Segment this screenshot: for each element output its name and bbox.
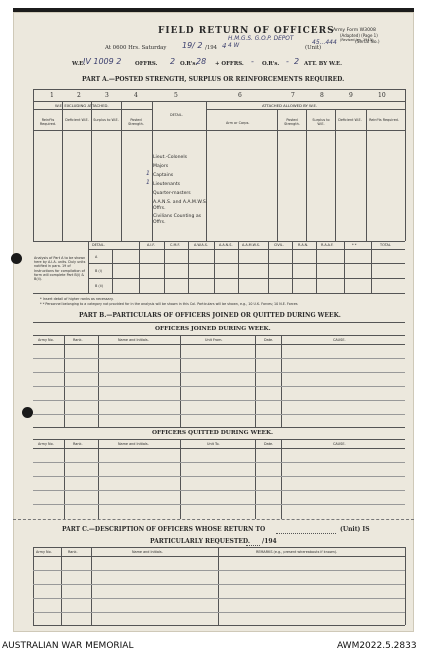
quitted-vline (64, 439, 65, 519)
joined-hdr-army-no: Army No. (38, 338, 54, 342)
quitted-hdr-date: Date. (264, 442, 274, 446)
part-c-row-rule (33, 612, 405, 613)
form-title: FIELD RETURN OF OFFICERS (158, 26, 335, 36)
quitted-hdr-rank: Rank. (73, 442, 83, 446)
joined-row-rule (33, 386, 405, 387)
analysis-vline (292, 241, 293, 293)
part-c-rule (33, 547, 405, 548)
joined-row-rule (33, 358, 405, 359)
analysis-hdr-ran: R.A.N. (298, 243, 309, 247)
part-a-vline (91, 101, 92, 241)
attached-allowed-label: ATTACHED ALLOWED BY W.E. (262, 103, 318, 108)
analysis-hdr-awas: A.W.A.S. (194, 243, 208, 247)
analysis-hdr-cmf: C.M.F. (170, 243, 180, 247)
joined-hdr-unit-from: Unit From. (205, 338, 223, 342)
col-num-5: 5 (174, 92, 178, 99)
part-c-title-suffix: (Unit) IS (340, 526, 370, 533)
col-num-10: 10 (378, 92, 386, 99)
analysis-row-rule (88, 278, 405, 279)
quitted-vline (281, 439, 282, 519)
joined-hdr-rank: Rank. (73, 338, 83, 342)
offrs-value: 2 (170, 57, 176, 66)
analysis-bottom-rule (33, 293, 405, 294)
analysis-hdr-other: * * (352, 243, 357, 247)
joined-hdr-name: Name and Initials. (118, 338, 149, 342)
analysis-row-rule (88, 263, 405, 264)
rank-captains: Captains (153, 173, 174, 178)
part-a-vline (306, 109, 307, 241)
we-excluding-rule (33, 109, 153, 110)
quitted-hdr-army-no: Army No. (38, 442, 54, 446)
quitted-row-rule (33, 476, 405, 477)
analysis-vline (164, 241, 165, 293)
part-c-hdr-remarks: REMARKS (e.g., present whereabouts if known). (256, 550, 338, 554)
ors2-value: - (286, 57, 289, 66)
part-a-header-rule (33, 130, 405, 131)
analysis-vline (188, 241, 189, 293)
part-c-vline (218, 547, 219, 625)
plus-offrs-value: - (251, 57, 254, 66)
rank-civilians: Civilians Counting as Offrs. (153, 214, 202, 225)
col-num-4: 4 (134, 92, 138, 99)
col-num-1: 1 (50, 92, 54, 99)
part-c-date-blank (246, 545, 260, 546)
hdr-surplus: Surplus to W.E. (93, 118, 119, 122)
att-value: 2 (294, 57, 300, 66)
analysis-vline (344, 241, 345, 293)
hdr-reinf-required: Reinf'ts Required. (39, 118, 57, 126)
dateline-date: 19/ 2 (182, 41, 203, 50)
form-ref-line2: (Adapted) (Page 1) (340, 33, 378, 38)
part-c-line2-date: /194 (262, 538, 277, 545)
analysis-vline (139, 241, 140, 293)
punch-hole-bottom (22, 407, 33, 418)
joined-title: OFFICERS JOINED DURING WEEK. (155, 326, 271, 332)
hdr-deficient: Deficient W.E. (65, 118, 89, 122)
joined-header-rule (33, 344, 405, 345)
hdr-detail: DETAIL. (170, 113, 183, 117)
part-c-row-rule (33, 584, 405, 585)
joined-row-rule (33, 372, 405, 373)
part-c-vline (91, 547, 92, 625)
archive-footer (0, 638, 425, 653)
dateline-year-value: 4 (222, 42, 227, 50)
part-a-vline (335, 109, 336, 241)
joined-row-rule (33, 400, 405, 401)
hdr-attached-surplus: Surplus to W.E. (312, 118, 330, 126)
quitted-row-rule (33, 504, 405, 505)
serial-value: 45...444 (312, 39, 337, 46)
offrs-label: OFFRS. (135, 61, 158, 67)
rank-lt-colonels: Lieut.-Colonels (153, 155, 188, 160)
part-a-vline (277, 109, 278, 241)
part-a-num-rule (33, 101, 405, 102)
we-excluding-label: W.E. EXCLUDING ATTACHED. (55, 103, 109, 108)
footer-institution: AUSTRALIAN WAR MEMORIAL (2, 641, 134, 651)
part-c-hdr-army-no: Army No. (36, 550, 52, 554)
analysis-vline (316, 241, 317, 293)
rank-majors: Majors (153, 164, 169, 169)
footer-accession-number: AWM2022.5.2833 (337, 641, 417, 651)
analysis-hdr-aans: A.A.N.S. (219, 243, 233, 247)
part-a-vline (121, 101, 122, 241)
part-a-vline (33, 89, 34, 241)
part-a-vline (62, 101, 63, 241)
quitted-header-rule (33, 448, 405, 449)
part-a-vline (366, 109, 367, 241)
ors-label: O.R's. (180, 61, 198, 67)
part-b-title: PART B.—PARTICULARS OF OFFICERS JOINED OR QUITTED DURING WEEK. (79, 312, 341, 319)
analysis-hdr-aif: A.I.F. (147, 243, 155, 247)
quitted-hdr-cause: CAUSE. (333, 442, 346, 446)
analysis-hdr-aamws: A.A.M.W.S. (242, 243, 260, 247)
footnote-1: * Insert detail of higher ranks as necessary. (40, 297, 114, 301)
analysis-note: Analysis of Part A to be shown here by A.I.A. units. Duly units notified in para. 19 of Instructions for compilation of form will complete Part B(i) & B(ii). (34, 256, 86, 282)
part-c-vline (405, 547, 406, 625)
part-b-end-rule (13, 519, 414, 520)
part-a-vline (405, 89, 406, 241)
we-value: IV 1009 2 (83, 57, 122, 66)
part-a-title: PART A.—POSTED STRENGTH, SURPLUS OR REINFORCEMENTS REQUIRED. (82, 76, 345, 83)
hdr-attached-deficient: Deficient W.E. (338, 118, 362, 122)
analysis-row-bii: B (ii) (95, 284, 103, 288)
hdr-attached-reinf: Reinf'ts Required. (369, 118, 399, 122)
analysis-vline (214, 241, 215, 293)
hdr-posted-strength: Posted Strength. (128, 118, 144, 126)
quitted-title-rule (33, 439, 405, 440)
dateline-year: /194 (205, 45, 218, 51)
analysis-hdr-raaf: R.A.A.F. (321, 243, 334, 247)
we-label: W.E. (72, 61, 86, 67)
joined-title-rule (33, 335, 405, 336)
quitted-hdr-name: Name and Initials. (118, 442, 149, 446)
quitted-row-rule (33, 490, 405, 491)
analysis-vline (371, 241, 372, 293)
analysis-hdr-total: TOTAL (380, 243, 391, 247)
punch-hole-top (11, 253, 22, 264)
serial-label: (Serial No.) (355, 40, 380, 45)
analysis-hdr-detail: DETAIL. (92, 243, 105, 247)
hdr-arm-corps: Arm or Corps. (226, 121, 250, 125)
part-b-rule (33, 322, 405, 323)
dateline-unit-label: (Unit) (305, 45, 322, 51)
part-c-row-rule (33, 598, 405, 599)
joined-row-rule (33, 414, 405, 415)
col-num-3: 3 (105, 92, 109, 99)
part-c-vline (61, 547, 62, 625)
rank-aans: A.A.N.S. and A.A.M.W.S. Offrs. (153, 200, 208, 211)
part-c-bottom-rule (33, 625, 405, 626)
plus-offrs-label: + OFFRS. (215, 61, 244, 67)
quitted-row-rule (33, 462, 405, 463)
part-c-hdr-rank: Rank. (68, 550, 78, 554)
part-c-row-rule (33, 570, 405, 571)
col-num-9: 9 (349, 92, 353, 99)
part-c-unit-blank (276, 533, 336, 534)
analysis-row-a: A (95, 255, 98, 259)
col-num-7: 7 (291, 92, 295, 99)
quitted-title: OFFICERS QUITTED DURING WEEK. (152, 430, 274, 436)
part-c-header-rule (33, 556, 405, 557)
footnote-2: * * Personnel belonging to a category not provided for in the analysis will be shown in this Col. Particulars will be shown, e.g., 10 U.K. Forces; 10 N.E. Forces (40, 302, 298, 306)
quitted-hdr-unit-to: Unit To. (207, 442, 220, 446)
col-num-6: 6 (238, 92, 242, 99)
rank-lieutenants: Lieutenants (153, 182, 181, 187)
analysis-hdr-civil: CIVIL. (274, 243, 284, 247)
hdr-attached-posted: Posted Strength. (284, 118, 300, 126)
analysis-vline (112, 249, 113, 293)
analysis-vline (238, 241, 239, 293)
form-ref-line3: (Revised Jan. 1943) (340, 38, 373, 42)
rank-mark-captains: 1 (146, 170, 150, 177)
part-c-hdr-name: Name and Initials. (132, 550, 163, 554)
part-c-vline (33, 547, 34, 625)
analysis-vline (268, 241, 269, 293)
rank-quartermasters: Quarter-masters (153, 191, 191, 196)
part-c-title-prefix: PART C.—DESCRIPTION OF OFFICERS WHOSE RETURN TO (62, 526, 266, 533)
dateline-prefix: At 0600 Hrs. Saturday (105, 45, 167, 51)
form-ref-line1: Army Form W3008 (333, 28, 376, 33)
dateline-unit-value: H.M.G.S. G.O.P. DEPOT 4 W (228, 36, 294, 49)
att-label: ATT. BY W.E. (304, 61, 343, 67)
quitted-vline (98, 439, 99, 519)
part-a-top-rule (33, 89, 405, 90)
joined-bottom-rule (33, 427, 405, 428)
analysis-row-bi: B (i) (95, 269, 102, 273)
quitted-vline (255, 439, 256, 519)
col-num-2: 2 (77, 92, 81, 99)
analysis-header-rule (88, 249, 405, 250)
ors2-label: O.R's. (262, 61, 280, 67)
rank-mark-lieutenants: 1 (146, 179, 150, 186)
col-num-8: 8 (320, 92, 324, 99)
quitted-vline (180, 439, 181, 519)
ors-value: 28 (196, 57, 207, 66)
joined-hdr-cause: CAUSE. (333, 338, 346, 342)
part-c-line2-prefix: PARTICULARLY REQUESTED. (150, 538, 250, 545)
joined-hdr-date: Date. (264, 338, 274, 342)
